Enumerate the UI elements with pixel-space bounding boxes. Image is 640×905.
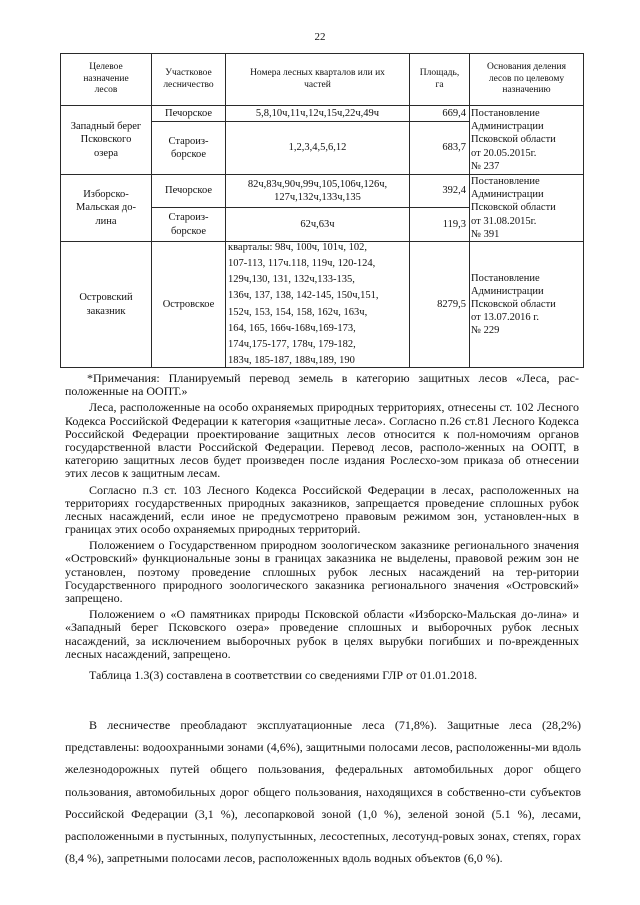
area-cell: 683,7 [442,142,466,154]
page-number: 22 [314,31,326,43]
quarters-cell: 1,2,3,4,5,6,12 [288,142,347,154]
header-quarters: Номера лесных кварталов или их частей [250,67,385,90]
area-cell: 119,3 [442,218,466,230]
basis-cell: Постановление Администрации Псковской области от 13.07.2016 г. № 229 [471,272,556,337]
header-purpose: Целевое назначение лесов [83,61,129,96]
quarters-cell: 5,8,10ч,11ч,12ч,15ч,22ч,49ч [255,107,380,119]
notes-section [65,372,579,685]
basis-cell: Постановление Администрации Псковской области от 20.05.2015г. № 237 [471,108,556,172]
body-paragraph: Леса, расположенные на особо охраняемых природных территориях, отнесены ст. 102 Лесного Кодекса Российской Федерации к категория «защитные леса». Согласно п.26 ст.81 Лесного Кодекса Российской Федерации проектирование защитных лесов относится к пол-номочиям органов государственной власти Российской Федерации. Перевод лесов, располо-женных на ООПТ, в категорию защитных лесов будет произведен после издания Рослесхо-зом приказа об отнесении этих лесов к защитным лесам. [65,400,579,481]
area-cell: 8279,5 [437,298,466,310]
district-cell: Староиз- борское [168,135,209,160]
body-paragraph: Положением о «О памятниках природы Псковской области «Изборско-Мальская до-лина» и «Западный берег Псковского озера» проведение сплошных и выборочных рубок лесных насаждений, за исключением выборочных рубок в целях вырубки погибших и по-врежденных лесных насаждений, запрещено. [65,607,579,661]
table-border-right [583,53,584,368]
area-cell: 392,4 [442,185,466,197]
district-cell: Печорское [164,107,213,119]
district-cell: Печорское [164,185,213,197]
group-name-cell: Западный берег Псковского озера [70,121,142,159]
body-paragraph: Положением о Государственном природном зоологическом заказнике регионального значения «Островский» функциональные зоны в границах заказника не выделены, правовой режим зон не установлен, поэтому проведение сплошных рубок лесных насаждений на тер-ритории Государственного природного зоологического заказника регионального значения «Островский» запрещено. [65,538,579,605]
table-reference-paragraph: Таблица 1.3(3) составлена в соответствии со сведениями ГЛР от 01.01.2018. [89,667,478,682]
body-paragraph: Согласно п.3 ст. 103 Лесного Кодекса Российской Федерации в лесах, расположенных на территориях государственных природных заказников, запрещается проведение сплошных рубок лесных насаждений, если иное не предусмотрено правовым режимом зон, установлен-ных в границах этих особо охраняемых природных территорий. [65,482,579,537]
closing-paragraph: В лесничестве преобладают эксплуатационные леса (71,8%). Защитные леса (28,2%) представлены: водоохранными зонами (4,6%), защитными полосами лесов, расположенны-ми вдоль железнодорожных путей общего пользования, федеральных автомобильных дорог общего пользования, автомобильных дорог общего пользования, находящихся в собственно-сти субъектов Российской Федерации (3,1 %), лесопарковой зоной (1,0 %), зеленой зоной (5.1 %), лесами, расположенными в пустынных, полупустынных, лесостепных, лесотунд-ровых зонах, степях, горах (8,4 %), запретными полосами лесов, расположенных вдоль водных объектов (6,0 %). [65,718,581,866]
basis-cell: Постановление Администрации Псковской области от 31.08.2015г. № 391 [471,176,556,240]
header-district: Участковое лесничество [163,67,214,90]
area-cell: 669,4 [442,107,466,119]
note-paragraph: *Примечания: Планируемый перевод земель в категорию защитных лесов «Леса, рас-положенные на ООПТ.» [65,371,579,399]
quarters-cell: 82ч,83ч,90ч,99ч,105,106ч,126ч, 127ч,132ч,133ч,135 [247,178,388,203]
group-name-cell: Изборско- Мальская до- лина [76,189,136,227]
group-name-cell: Островский заказник [79,292,133,317]
district-cell: Островское [162,298,215,310]
district-cell: Староиз- борское [168,212,209,237]
quarters-cell: 62ч,63ч [300,218,335,230]
header-basis: Основания деления лесов по целевому назначению [487,61,566,96]
quarters-cell: кварталы: 98ч, 100ч, 101ч, 102, 107-113, 117ч.118, 119ч, 120-124, 129ч,130, 131, 132ч,133-135, 136ч, 137, 138, 142-145, 150ч,151, 152ч, 153, 154, 158, 162ч, 163ч, 164, 165, 166ч-168ч,169-173, 174ч,175-177, 178ч, 179-182, 183ч, 185-187, 188ч,189, 190 [228,242,379,366]
header-area: Площадь, га [419,67,460,90]
